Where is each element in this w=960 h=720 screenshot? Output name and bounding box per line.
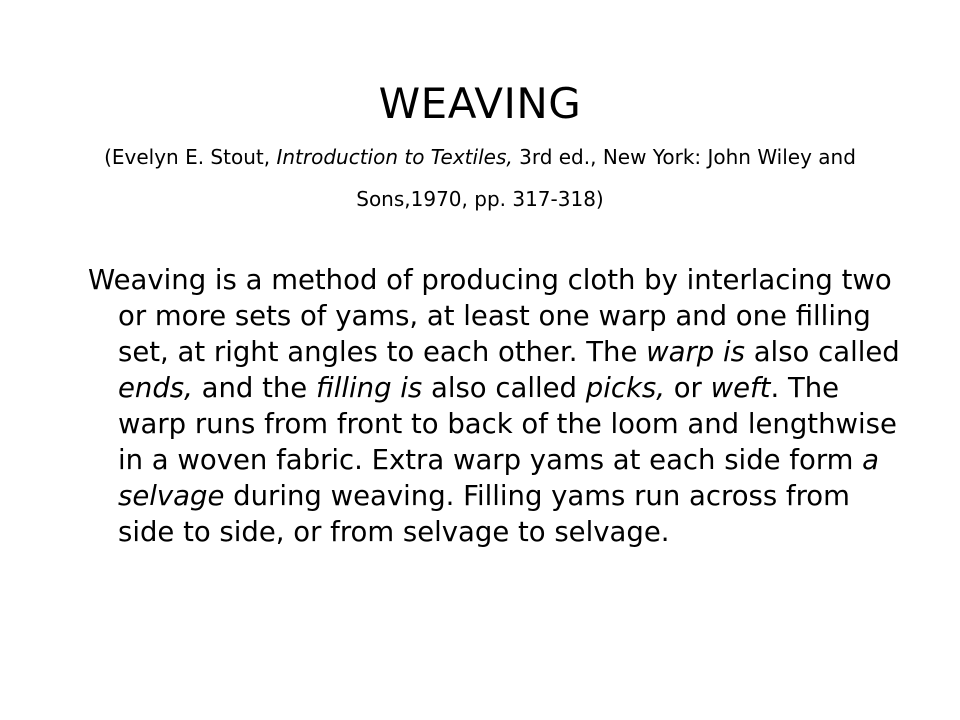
body-text-5: and the [192,372,316,404]
citation-close: 3rd ed., New York: John Wiley and Sons,1970, pp. 317-318) [356,145,856,211]
body-text-13: during weaving. Filling yams run across from side to side, or from selvage to selvage. [118,480,850,548]
citation [60,136,900,220]
body-text-1: Weaving is a method of producing cloth by interlacing two or more sets of yams, at least one warp and one filling set, at right angles to each other. The [88,264,892,368]
citation-book-title: Introduction to Textiles, [276,145,513,169]
term-filling: filling is [315,372,423,404]
body-paragraph [88,262,906,550]
term-weft: weft [710,372,771,404]
slide-title: WEAVING [378,79,582,128]
term-picks: picks, [585,372,665,404]
body-text-11: . The warp runs from front to back of the loom and lengthwise in a woven fabric. Extra warp yams at each side form [118,372,897,476]
term-selvage: a selvage [118,444,880,512]
body-text-3: also called [744,336,900,368]
body-text-9: or [664,372,711,404]
title-block [60,72,900,220]
body-text-7: also called [422,372,586,404]
term-ends: ends, [118,372,193,404]
term-warp: warp is [646,336,745,368]
citation-open: (Evelyn E. Stout, [104,145,277,169]
